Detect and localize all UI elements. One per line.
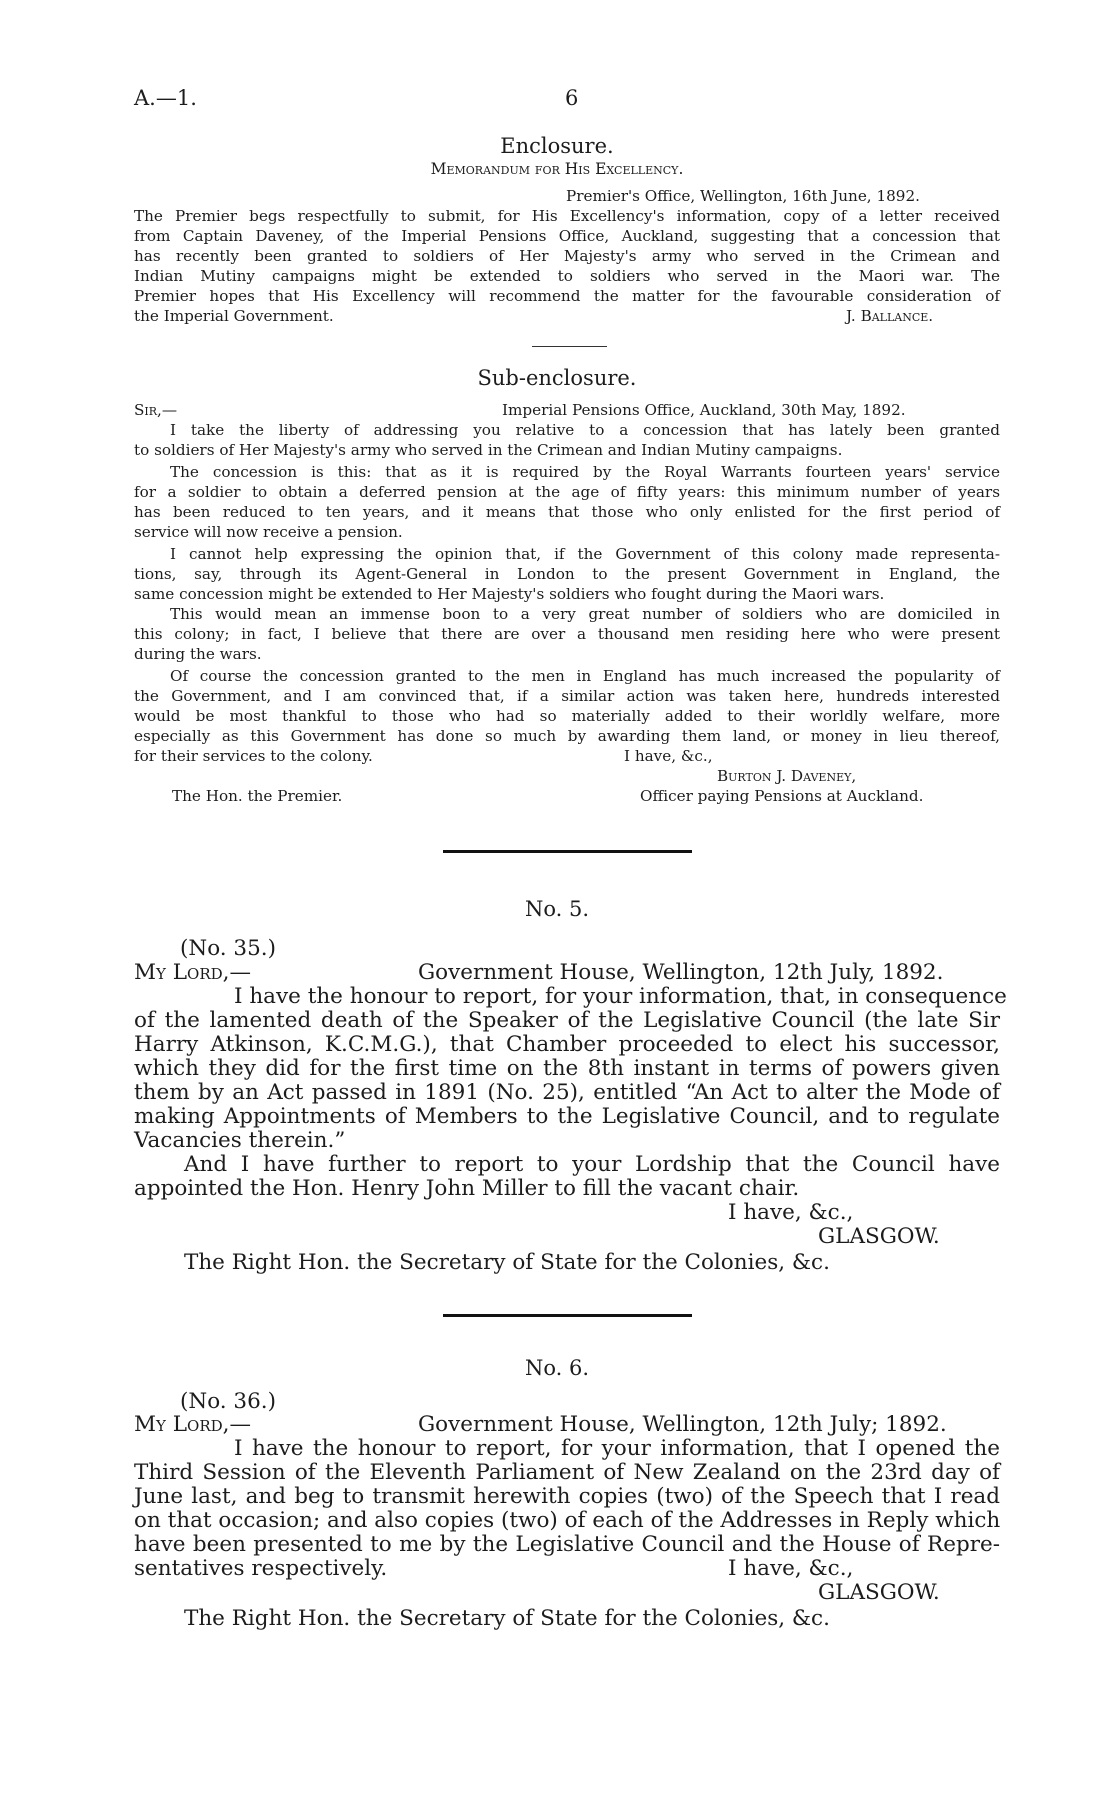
enclosure-line: has recently been granted to soldiers of Her Majesty's army who served in the Crimean and [134,247,1000,265]
section-divider [443,1314,692,1317]
sub-enclosure-line: during the wars. [134,645,262,663]
section-divider [443,850,692,853]
sub-enclosure-line: for a soldier to obtain a deferred pension at the age of fifty years: this minimum number of years [134,483,1000,501]
sub-enclosure-closing: I have, &c., [624,747,713,765]
enclosure-line: from Captain Daveney, of the Imperial Pensions Office, Auckland, suggesting that a concession that [134,227,1000,245]
sub-enclosure-line: especially as this Government has done so much by awarding them land, or money in lieu thereof, [134,727,1000,745]
enclosure-line: Indian Mutiny campaigns might be extended to soldiers who served in the Maori war. The [134,267,1000,285]
enclosure-dateline: Premier's Office, Wellington, 16th June, 1892. [566,187,920,205]
enclosure-title: Enclosure. [500,134,614,158]
sub-enclosure-line: the Government, and I am convinced that, if a similar action was taken here, hundreds interested [134,687,1000,705]
no5-closing: I have, &c., [728,1200,854,1225]
sub-enclosure-line: this colony; in fact, I believe that there are over a thousand men residing here who were present [134,625,1000,643]
enclosure-line: the Imperial Government. [134,307,334,325]
no6-line: June last, and beg to transmit herewith copies (two) of the Speech that I read [134,1484,1000,1509]
no5-dateline: Government House, Wellington, 12th July, 1892. [418,960,944,985]
no6-addressee: The Right Hon. the Secretary of State for the Colonies, &c. [184,1606,830,1631]
no5-line: I have the honour to report, for your information, that, in consequence [234,984,1007,1009]
no5-line: of the lamented death of the Speaker of the Legislative Council (the late Sir [134,1008,1000,1033]
no5-signature: GLASGOW. [818,1224,940,1249]
no5-line: And I have further to report to your Lordship that the Council have [184,1152,1000,1177]
sub-enclosure-line: tions, say, through its Agent-General in London to the present Government in England, the [134,565,1000,583]
no5-line: making Appointments of Members to the Legislative Council, and to regulate [134,1104,1000,1129]
no6-salutation: My Lord,— [134,1412,251,1437]
no6-dateline: Government House, Wellington, 12th July; 1892. [418,1412,947,1437]
sub-enclosure-line: I take the liberty of addressing you relative to a concession that has lately been granted [170,421,1000,439]
no5-salutation: My Lord,— [134,960,251,985]
no6-closing: I have, &c., [728,1556,854,1581]
document-reference: A.—1. [134,86,197,110]
sub-enclosure-line: same concession might be extended to Her Majesty's soldiers who fought during the Maori wars. [134,585,885,603]
no6-line: have been presented to me by the Legislative Council and the House of Repre- [134,1532,1000,1557]
memorandum-title: Memorandum for His Excellency. [430,160,684,178]
daveney-title: Officer paying Pensions at Auckland. [640,787,924,805]
no6-line: I have the honour to report, for your information, that I opened the [234,1436,1000,1461]
sub-enclosure-line: The concession is this: that as it is required by the Royal Warrants fourteen years' service [170,463,1000,481]
no5-line: them by an Act passed in 1891 (No. 25), entitled “An Act to alter the Mode of [134,1080,1000,1105]
sub-enclosure-line: has been reduced to ten years, and it means that those who only enlisted for the first period of [134,503,1000,521]
no5-addressee: The Right Hon. the Secretary of State for the Colonies, &c. [184,1250,830,1275]
sub-enclosure-line: to soldiers of Her Majesty's army who served in the Crimean and Indian Mutiny campaigns. [134,441,843,459]
sub-enclosure-dateline: Imperial Pensions Office, Auckland, 30th May, 1892. [502,401,906,419]
no6-title: No. 6. [524,1356,590,1380]
sub-enclosure-line: I cannot help expressing the opinion that, if the Government of this colony made representa- [170,545,1000,563]
sub-enclosure-line: Of course the concession granted to the men in England has much increased the popularity of [170,667,1000,685]
no6-line: Third Session of the Eleventh Parliament of New Zealand on the 23rd day of [134,1460,1000,1485]
sub-enclosure-line: would be most thankful to those who had so materially added to their worldly welfare, more [134,707,1000,725]
sub-enclosure-line: for their services to the colony. [134,747,373,765]
no5-line: appointed the Hon. Henry John Miller to fill the vacant chair. [134,1176,800,1201]
sub-enclosure-title: Sub-enclosure. [477,366,637,390]
daveney-signature: Burton J. Daveney, [717,767,857,785]
no6-line: sentatives respectively. [134,1556,388,1581]
no5-line: Vacancies therein.” [134,1128,346,1153]
enclosure-line: The Premier begs respectfully to submit, for His Excellency's information, copy of a letter received [134,207,1000,225]
no5-line: Harry Atkinson, K.C.M.G.), that Chamber proceeded to elect his successor, [134,1032,1000,1057]
no5-reference: (No. 35.) [180,936,277,961]
no6-reference: (No. 36.) [180,1389,277,1414]
page-number: 6 [565,86,579,110]
sub-enclosure-addressee: The Hon. the Premier. [172,787,343,805]
no6-line: on that occasion; and also copies (two) of each of the Addresses in Reply which [134,1508,1001,1533]
no5-title: No. 5. [524,897,590,921]
sub-enclosure-line: This would mean an immense boon to a very great number of soldiers who are domiciled in [170,605,1000,623]
no5-line: which they did for the first time on the 8th instant in terms of powers given [134,1056,1000,1081]
no6-signature: GLASGOW. [818,1580,940,1605]
enclosure-line: Premier hopes that His Excellency will recommend the matter for the favourable consideration of [134,287,1000,305]
ballance-signature: J. Ballance. [846,307,934,325]
sub-enclosure-salutation: Sir,— [134,401,178,419]
sub-enclosure-line: service will now receive a pension. [134,523,403,541]
section-divider [532,346,607,347]
